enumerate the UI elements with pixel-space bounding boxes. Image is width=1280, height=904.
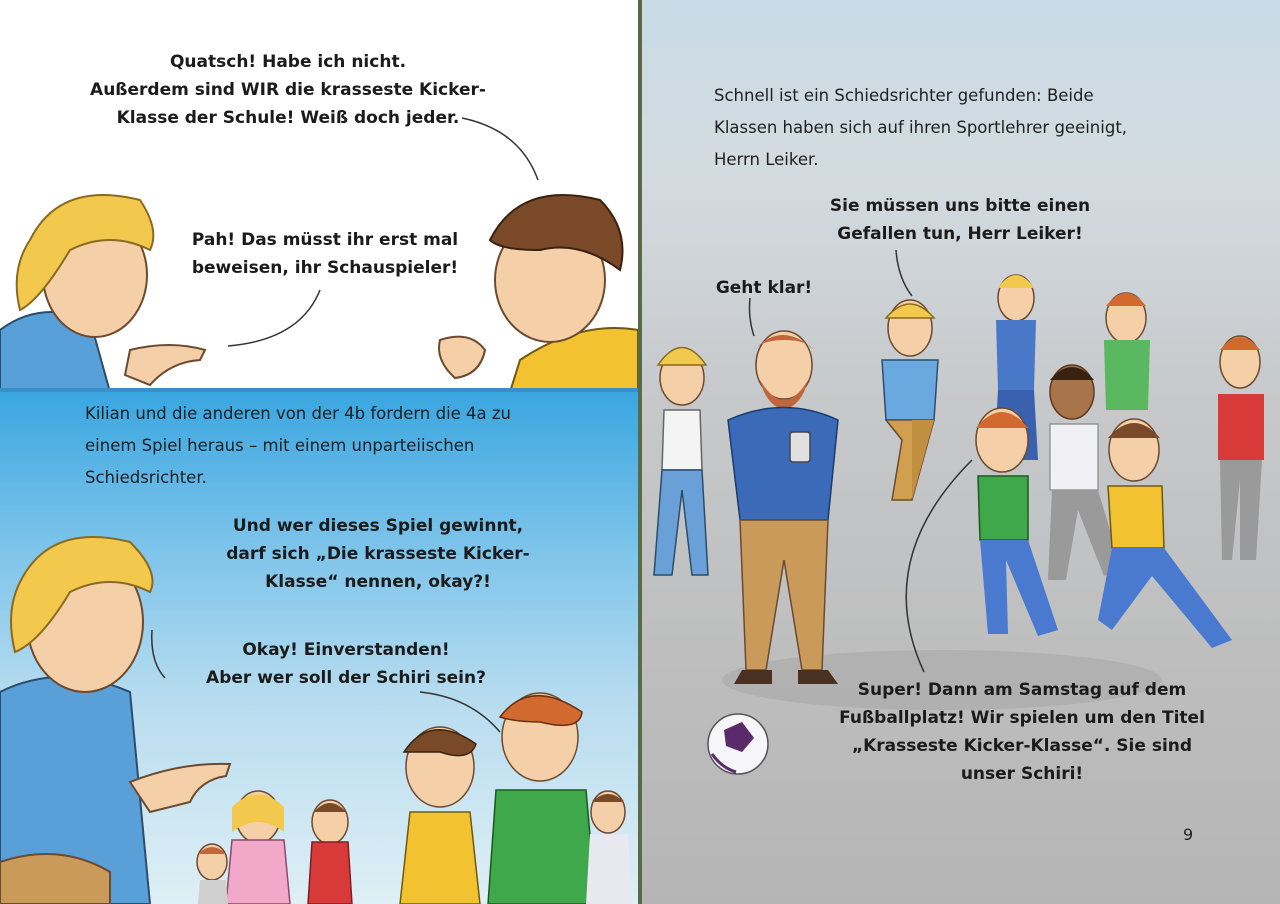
kilian-illustration <box>0 537 230 904</box>
girl-illustration <box>654 348 708 576</box>
right-page <box>642 0 1280 904</box>
blond-boy-illustration <box>0 195 205 392</box>
left-narration: Kilian und die anderen von der 4b fordern die 4a zu einem Spiel heraus – mit einem unparteiischen Schiedsrichter. <box>85 404 512 487</box>
soccer-ball-illustration <box>708 714 768 774</box>
speech-bubble-boy-right: Quatsch! Habe ich nicht. Außerdem sind WIR die krasseste Kicker- Klasse der Schule! Weiß doch jeder. <box>90 52 486 128</box>
teacher-illustration <box>728 331 838 684</box>
classmates-illustration <box>197 693 632 904</box>
speech-bubble-boy-left: Pah! Das müsst ihr erst mal beweisen, ihr Schauspieler! <box>191 230 459 278</box>
page-number: 9 <box>1183 825 1194 844</box>
bottom-panel <box>0 392 638 904</box>
speech-bubble-kilian: Und wer dieses Spiel gewinnt, darf sich „Die krasseste Kicker- Klasse“ nennen, okay?! <box>226 516 530 592</box>
right-narration: Schnell ist ein Schiedsrichter gefunden: Beide Klassen haben sich auf ihren Sportlehrer geeinigt, Herrn Leiker. <box>714 86 1128 169</box>
left-page <box>0 0 638 904</box>
brown-boy-illustration <box>439 195 638 392</box>
top-panel <box>0 0 638 392</box>
speech-bubble-reply: Okay! Einverstanden! Aber wer soll der Schiri sein? <box>206 640 486 688</box>
kids-background-illustration <box>976 275 1264 648</box>
speech-bubble-request: Sie müssen uns bitte einen Gefallen tun, Herr Leiker! <box>829 196 1091 244</box>
blond-boy-gesturing-illustration <box>882 300 938 500</box>
speech-bubble-super: Super! Dann am Samstag auf dem Fußballplatz! Wir spielen um den Titel „Krasseste Kicker-Klasse“. Sie sind unser Schiri! <box>839 680 1205 784</box>
speech-bubble-teacher: Geht klar! <box>715 278 813 298</box>
